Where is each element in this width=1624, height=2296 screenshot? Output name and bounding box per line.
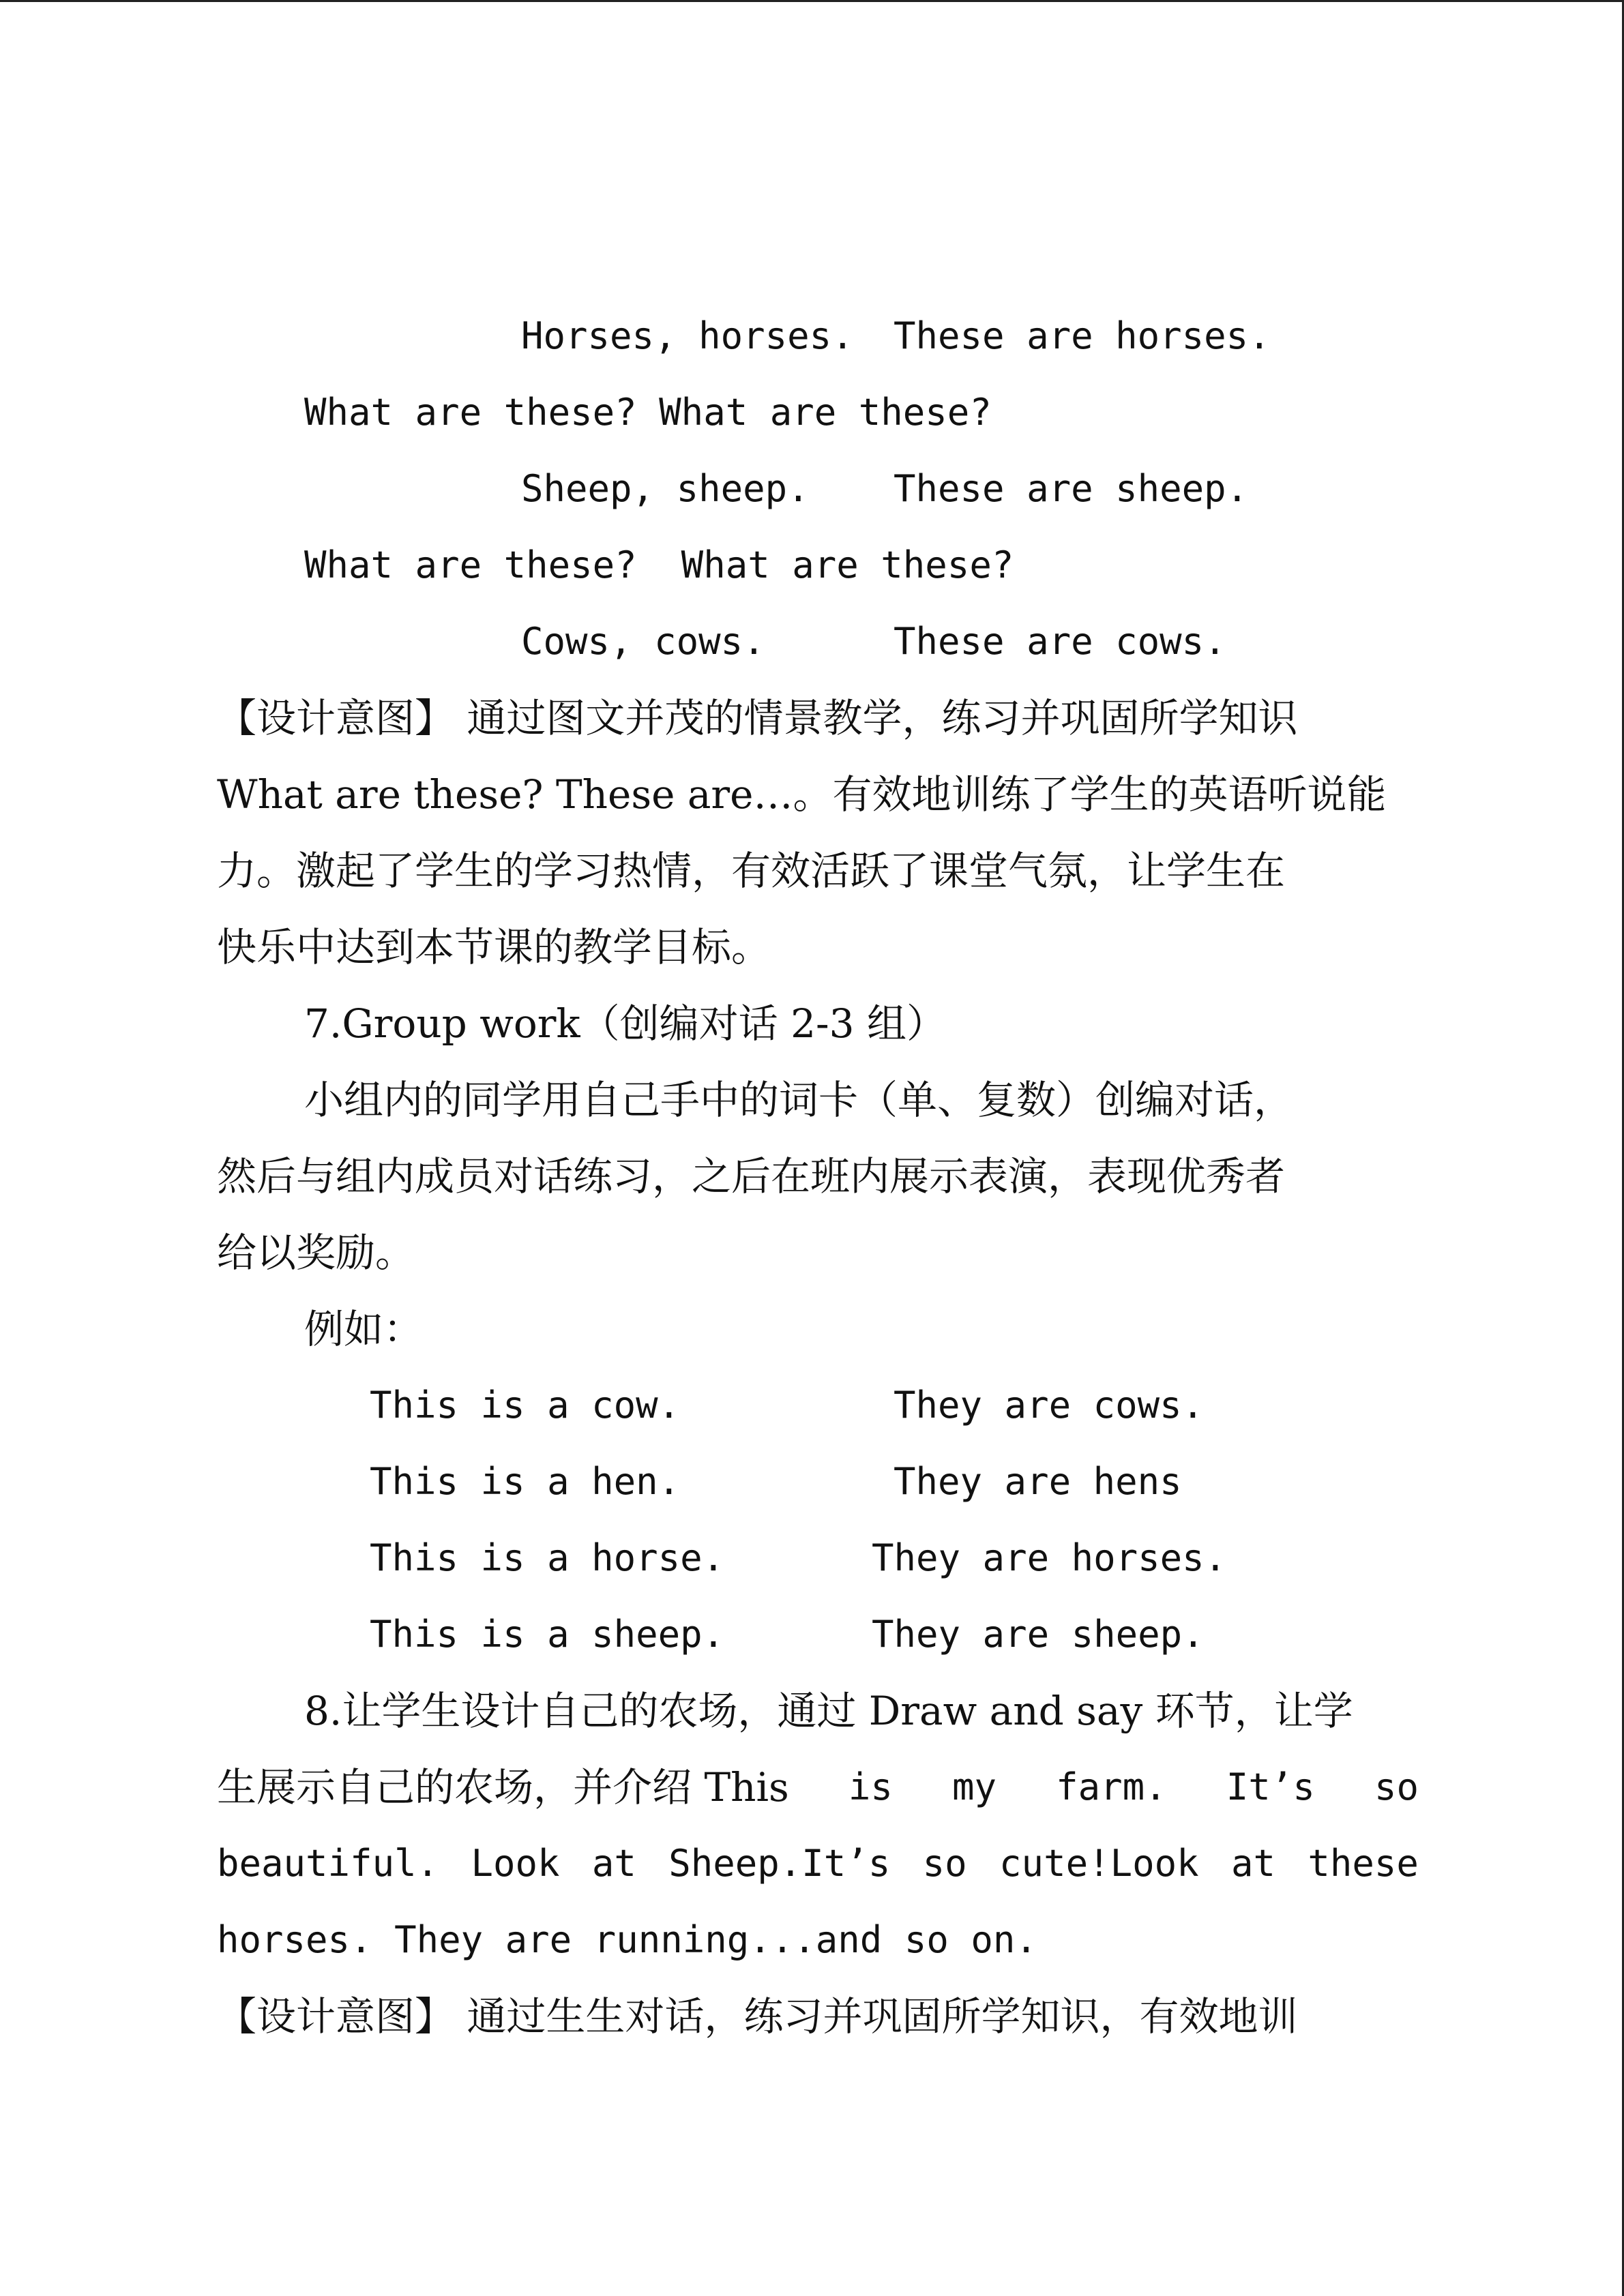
step7-paragraph-line-2: 然后与组内成员对话练习，之后在班内展示表演，表现优秀者	[217, 1153, 1286, 1199]
design-intent-1-line-4: 快乐中达到本节课的教学目标。	[217, 924, 771, 970]
song-line-5: Cows, cows. These are cows.	[521, 620, 1226, 663]
design-intent-2-line-1: 【设计意图】 通过生生对话，练习并巩固所学知识，有效地训	[217, 1993, 1298, 2040]
step8-line-4: horses. They are running...and so on.	[217, 1918, 1037, 1961]
design-intent-1-line-1: 【设计意图】 通过图文并茂的情景教学，练习并巩固所学知识	[217, 695, 1298, 741]
step7-title: 7.Group work（创编对话 2-3 组）	[304, 1000, 946, 1047]
step8-line-1: 8.让学生设计自己的农场，通过 Draw and say 环节，让学	[304, 1688, 1353, 1734]
step7-paragraph-line-3: 给以奖励。	[217, 1229, 415, 1276]
song-line-4: What are these? What are these?	[304, 543, 1014, 586]
step8-line-2: 生展示自己的农场，并介绍 This is my farm. It’s so	[217, 1764, 1419, 1810]
song-line-3: Sheep, sheep. These are sheep.	[521, 467, 1249, 510]
step8-line-3: beautiful. Look at Sheep.It’s so cute!Look at these	[217, 1842, 1419, 1885]
example-row-4: This is a sheep. They are sheep.	[370, 1613, 1205, 1656]
song-line-1: Horses, horses. These are horses.	[521, 314, 1271, 357]
design-intent-1-line-3: 力。激起了学生的学习热情，有效活跃了课堂气氛，让学生在	[217, 848, 1286, 894]
example-label: 例如：	[304, 1306, 424, 1352]
song-line-2: What are these? What are these?	[304, 391, 992, 434]
design-intent-1-line-2: What are these? These are…。有效地训练了学生的英语听说能	[217, 771, 1387, 818]
step7-paragraph-line-1: 小组内的同学用自己手中的词卡（单、复数）创编对话，	[304, 1077, 1294, 1123]
example-row-3: This is a horse. They are horses.	[370, 1536, 1227, 1579]
example-row-2: This is a hen. They are hens	[370, 1460, 1182, 1503]
example-row-1: This is a cow. They are cows.	[370, 1384, 1205, 1427]
